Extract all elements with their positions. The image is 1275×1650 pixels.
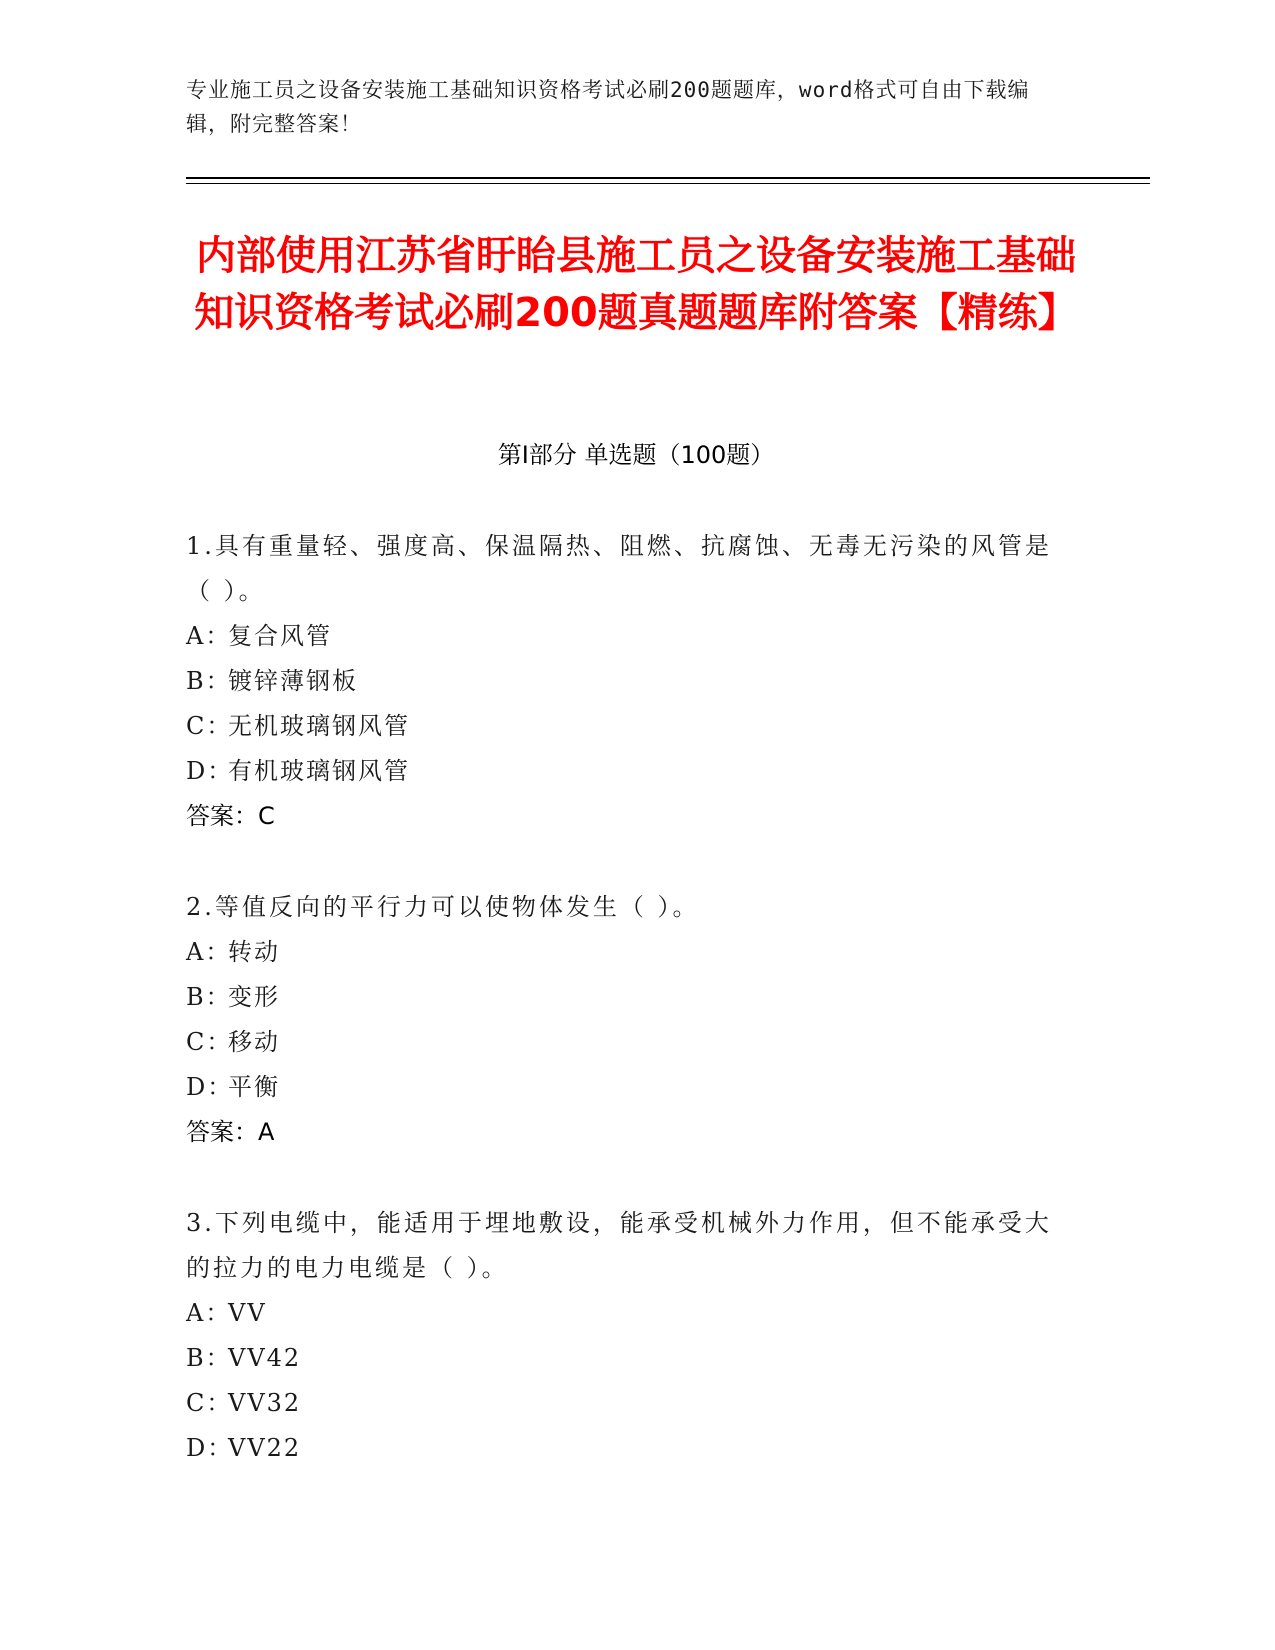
option-key: A： [186, 622, 232, 650]
question-stem: 2.等值反向的平行力可以使物体发生（ ）。 [186, 893, 700, 921]
option-text: 有机玻璃钢风管 [228, 757, 410, 785]
answer-line: 答案：A [186, 1118, 275, 1146]
option-key: A： [186, 938, 232, 966]
question-list [186, 524, 1066, 1517]
option-key: C： [186, 1389, 233, 1417]
option-text: 镀锌薄钢板 [228, 667, 358, 695]
option-text: 复合风管 [228, 622, 332, 650]
option-c [186, 704, 1066, 749]
option-a [186, 930, 1066, 975]
document-title: 内部使用江苏省盱眙县施工员之设备安装施工基础知识资格考试必刷200题真题题库附答案【精练】 [194, 233, 1078, 336]
option-text: 无机玻璃钢风管 [228, 712, 410, 740]
option-b [186, 975, 1066, 1020]
option-key: D： [186, 1073, 234, 1101]
question-1 [186, 524, 1066, 839]
question-stem: 3.下列电缆中，能适用于埋地敷设，能承受机械外力作用，但不能承受大的拉力的电力电缆是（ ）。 [186, 1209, 1052, 1282]
option-text: 平衡 [228, 1073, 280, 1101]
option-text: VV22 [228, 1434, 302, 1462]
option-text: 移动 [228, 1028, 280, 1056]
option-key: B： [186, 983, 232, 1011]
option-key: B： [186, 667, 232, 695]
question-3 [186, 1201, 1066, 1471]
option-key: C： [186, 1028, 233, 1056]
header-note: 专业施工员之设备安装施工基础知识资格考试必刷200题题库，word格式可自由下载编辑，附完整答案！ [186, 78, 1030, 136]
question-stem: 1.具有重量轻、强度高、保温隔热、阻燃、抗腐蚀、无毒无污染的风管是（ ）。 [186, 532, 1052, 605]
option-key: D： [186, 1434, 234, 1462]
header-divider-thick [186, 177, 1150, 179]
option-text: 转动 [228, 938, 280, 966]
option-text: 变形 [228, 983, 280, 1011]
option-key: D： [186, 757, 234, 785]
option-a [186, 1291, 1066, 1336]
option-c [186, 1381, 1066, 1426]
option-text: VV42 [228, 1344, 302, 1372]
option-key: A： [186, 1299, 232, 1327]
option-key: C： [186, 712, 233, 740]
option-b [186, 659, 1066, 704]
question-2 [186, 885, 1066, 1155]
option-a [186, 614, 1066, 659]
option-key: B： [186, 1344, 232, 1372]
option-c [186, 1020, 1066, 1065]
option-d [186, 1065, 1066, 1110]
answer-line: 答案：C [186, 802, 275, 830]
option-text: VV [228, 1299, 267, 1327]
option-d [186, 1426, 1066, 1471]
option-d [186, 749, 1066, 794]
header-divider-thin [186, 183, 1150, 184]
option-text: VV32 [228, 1389, 302, 1417]
option-b [186, 1336, 1066, 1381]
section-heading: 第I部分 单选题（100题） [497, 441, 775, 469]
